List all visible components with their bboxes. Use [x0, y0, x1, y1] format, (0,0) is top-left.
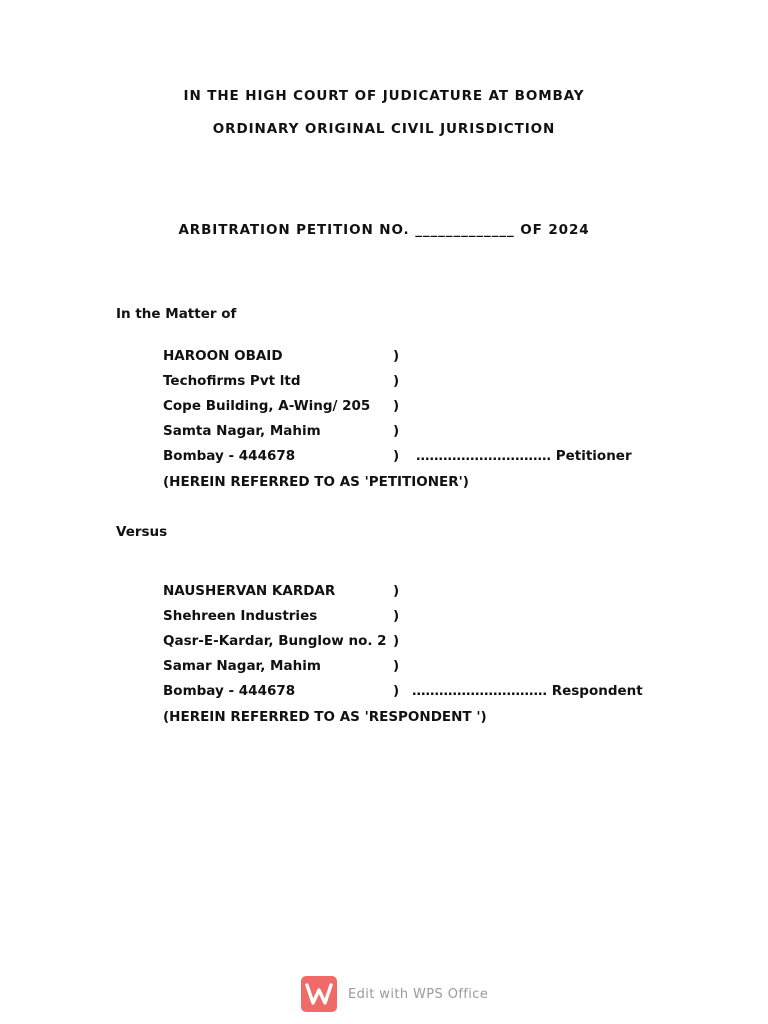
petitioner-referred: (HEREIN REFERRED TO AS 'PETITIONER') [163, 474, 469, 490]
petitioner-address-line1: Cope Building, A-Wing/ 205 [163, 398, 371, 414]
respondent-address-line1: Qasr-E-Kardar, Bunglow no. 2 [163, 633, 387, 649]
petition-number-blank: _____________ [415, 222, 515, 238]
petitioner-role-line [416, 448, 632, 464]
respondent-paren: ) [393, 658, 400, 674]
respondent-address-line3: Bombay - 444678 [163, 683, 296, 699]
respondent-paren: ) [393, 608, 400, 624]
petitioner-company: Techofirms Pvt ltd [163, 373, 301, 389]
petitioner-dots: ………………………… [416, 448, 551, 464]
respondent-name: NAUSHERVAN KARDAR [163, 583, 336, 599]
petition-year: OF 2024 [520, 222, 590, 238]
wps-watermark [301, 976, 488, 1012]
respondent-referred: (HEREIN REFERRED TO AS 'RESPONDENT ') [163, 709, 487, 725]
petitioner-address-line3: Bombay - 444678 [163, 448, 296, 464]
jurisdiction-heading: ORDINARY ORIGINAL CIVIL JURISDICTION [212, 121, 556, 137]
wps-watermark-text: Edit with WPS Office [348, 986, 489, 1002]
petition-prefix: ARBITRATION PETITION NO. [178, 222, 410, 238]
petitioner-paren: ) [393, 373, 400, 389]
respondent-dots: ………………………… [412, 683, 547, 699]
wps-logo-icon [301, 976, 337, 1012]
respondent-company: Shehreen Industries [163, 608, 318, 624]
wps-w-icon [305, 982, 333, 1006]
petition-number-line [0, 222, 768, 238]
petitioner-address-line2: Samta Nagar, Mahim [163, 423, 321, 439]
respondent-paren: ) [393, 583, 400, 599]
matter-label: In the Matter of [116, 306, 237, 322]
respondent-address-line2: Samar Nagar, Mahim [163, 658, 321, 674]
respondent-paren: ) [393, 633, 400, 649]
court-heading: IN THE HIGH COURT OF JUDICATURE AT BOMBAY [183, 88, 585, 104]
respondent-role-line [412, 683, 643, 699]
petitioner-paren: ) [393, 348, 400, 364]
respondent-role: Respondent [551, 683, 643, 699]
petitioner-name: HAROON OBAID [163, 348, 283, 364]
respondent-paren: ) [393, 683, 400, 699]
petitioner-paren: ) [393, 423, 400, 439]
petitioner-paren: ) [393, 448, 400, 464]
petitioner-paren: ) [393, 398, 400, 414]
versus-label: Versus [116, 524, 168, 540]
petitioner-role: Petitioner [555, 448, 632, 464]
